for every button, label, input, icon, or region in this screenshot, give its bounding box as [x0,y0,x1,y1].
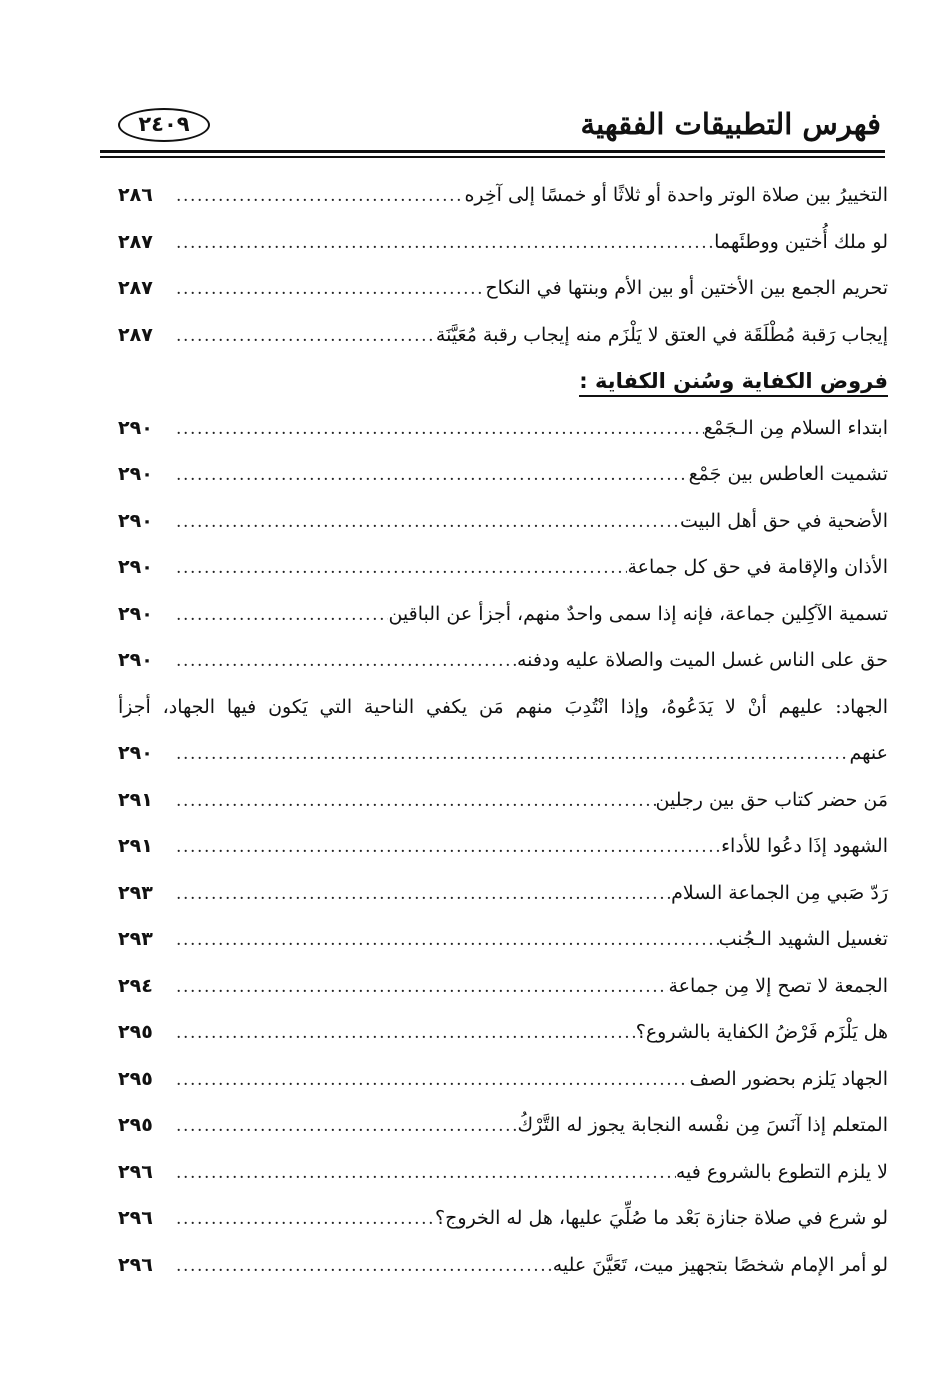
entry-text: هل يَلْزَم فَرْضُ الكفاية بالشروع؟ [635,1021,888,1043]
leader-dots [170,1103,518,1150]
index-entry [118,219,888,266]
index-entry [118,1102,888,1149]
index-entries [118,172,888,1288]
index-entry [118,451,888,498]
entry-text: تغسيل الشهيد الـجُنب [718,928,888,950]
entry-text: ابتداء السلام مِن الـجَمْع [703,416,888,439]
leader-dots [170,824,721,871]
entry-page: ٢٩٣ [118,928,153,950]
entry-text: الجمعة لا تصح إلا مِن جماعة [668,974,888,997]
entry-text: لو ملك أُختين ووطئَهما [714,230,888,253]
leader-dots [170,592,388,639]
entry-text: المتعلم إذا آنَسَ مِن نفْسه النجابة يجوز له التَّرْكُ [517,1114,888,1136]
index-entry [118,777,888,824]
index-entry [118,870,888,917]
entry-text: التخييرُ بين صلاة الوتر واحدة أو ثلاثًا أو خمسًا إلى آخِره [464,184,888,206]
header-rule-thin [100,156,885,158]
leader-dots [170,220,714,267]
index-entry [118,637,888,684]
entry-page: ٢٩٥ [118,1021,153,1043]
entry-page: ٢٩٠ [118,463,153,485]
entry-page: ٢٩٥ [118,1114,153,1136]
entry-text-continuation: عنهم [849,742,888,764]
entry-page: ٢٩٠ [118,416,153,439]
entry-page: ٢٨٧ [118,277,153,299]
leader-dots [170,545,627,592]
entry-page: ٢٩٣ [118,881,153,904]
entry-page: ٢٨٧ [118,230,153,253]
index-entry [118,591,888,638]
leader-dots [170,173,464,220]
entry-text: الأذان والإقامة في حق كل جماعة [627,556,888,578]
entry-page: ٢٩٦ [118,1160,153,1183]
index-entry [118,1009,888,1056]
entry-text: مَن حضر كتاب حق بين رجلين [655,788,888,811]
entry-page: ٢٩٠ [118,649,153,671]
index-entry [118,544,888,591]
leader-dots [170,778,656,825]
index-entry [118,1242,888,1289]
entry-text: تشميت العاطس بين جَمْع [688,463,888,485]
index-entry [118,1056,888,1103]
entry-page: ٢٩٠ [118,509,153,532]
leader-dots [170,871,671,918]
leader-dots [170,313,436,360]
section-heading [118,358,888,405]
index-entry [118,730,888,777]
index-entry [118,172,888,219]
index-entry [118,312,888,359]
index-entry [118,1195,888,1242]
running-title: فهرس التطبيقات الفقهية [580,107,881,141]
entry-page: ٢٩٠ [118,556,153,578]
entry-page: ٢٨٧ [118,323,153,346]
leader-dots [170,1057,689,1104]
entry-text: الشهود إذَا دعُوا للأداء [721,835,888,857]
leader-dots [170,406,704,453]
index-entry-continued [118,684,888,731]
entry-text: تحريم الجمع بين الأختين أو بين الأم وبنتها في النكاح [485,277,888,299]
leader-dots [170,499,680,546]
entry-page: ٢٩٠ [118,602,153,625]
entry-text: الجهاد: عليهم أنْ لا يَدَعُوهُ، وإذا انْتُدِبَ منهم مَن يكفي الناحية التي يَكون فيها الجهاد، أجزأ [118,695,888,718]
entry-text: لا يلزم التطوع بالشروع فيه [675,1160,888,1183]
entry-text: تسمية الآكِلين جماعة، فإنه إذا سمى واحدٌ منهم، أجزأ عن الباقين [388,602,888,625]
entry-text: حق على الناس غسل الميت والصلاة عليه ودفنه [516,649,888,671]
entry-text: لو شرع في صلاة جنازة بَعْد ما صُلِّيَ عليها، هل له الخروج؟ [435,1207,888,1229]
entry-page: ٢٩٥ [118,1067,153,1090]
entry-text: إيجاب رَقبة مُطْلَقَة في العتق لا يَلْزَم منه إيجاب رقبة مُعَيَّنَة [435,323,888,346]
section-heading-text: فروض الكفاية وسُنن الكفاية : [579,369,888,397]
index-entry [118,916,888,963]
index-entry [118,265,888,312]
index-entry [118,405,888,452]
index-entry [118,963,888,1010]
leader-dots [170,266,485,313]
index-entry [118,498,888,545]
header-rule-thick [100,150,885,153]
leader-dots [170,638,517,685]
index-entry [118,1149,888,1196]
entry-page: ٢٩٦ [118,1207,153,1229]
entry-page: ٢٩١ [118,788,153,811]
entry-text: لو أمر الإمام شخصًا بتجهيز ميت، تَعَيَّنَ عليه [552,1253,888,1276]
entry-text: الأضحية في حق أهل البيت [680,509,888,532]
leader-dots [170,1243,553,1290]
entry-text: الجهاد يَلزم بحضور الصف [689,1067,888,1090]
leader-dots [170,1150,676,1197]
entry-page: ٢٨٦ [118,184,153,206]
entry-page: ٢٩١ [118,835,153,857]
leader-dots [170,917,719,964]
index-entry [118,823,888,870]
leader-dots [170,964,668,1011]
page-header [100,96,885,148]
entry-page: ٢٩٤ [118,974,153,997]
page-number-badge: ٢٤٠٩ [118,108,210,142]
leader-dots [170,452,689,499]
leader-dots [170,1010,636,1057]
entry-page: ٢٩٦ [118,1253,153,1276]
entry-page: ٢٩٠ [118,742,153,764]
entry-text: رَدّ صَبي مِن الجماعة السلام [671,881,888,904]
leader-dots [170,1196,435,1243]
leader-dots [170,731,850,778]
